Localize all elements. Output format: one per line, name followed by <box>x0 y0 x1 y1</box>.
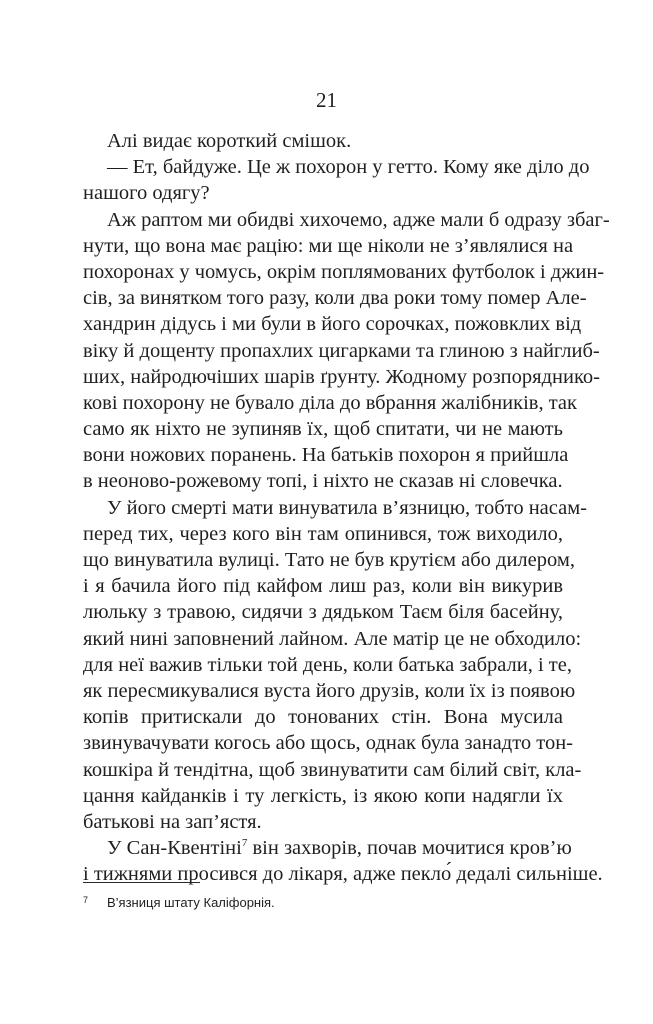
paragraph-4-line-4: і я бачила його під кайфом лиш раз, коли він викурив <box>83 575 563 598</box>
paragraph-4-line-10: звинувачувати когось або щось, однак була занадто тон- <box>83 732 573 755</box>
paragraph-3-line-7: ших, найродючіших шарів ґрунту. Жодному розпоряднико- <box>83 365 600 388</box>
page-number: 21 <box>316 88 337 112</box>
paragraph-5-line-1-end: він захворів, почав мочитися кров’ю <box>247 837 572 860</box>
paragraph-4-line-7: для неї важив тільки той день, коли батька забрали, і те, <box>83 653 572 676</box>
paragraph-3-line-8: кові похорону не бувало діла до вбрання жалібників, так <box>83 391 577 414</box>
paragraph-5-line-1 <box>83 835 572 861</box>
paragraph-5-line-2: і тижнями просився до лікаря, адже пекло́ дедалі сильніше. <box>83 863 603 886</box>
paragraph-3-line-11: в неоново-рожевому топі, і ніхто не сказав ні словечка. <box>83 470 563 493</box>
paragraph-3-line-10: вони ножових поранень. На батьків похорон я прийшла <box>83 444 569 467</box>
paragraph-4-line-8: як пересмикувалися вуста його друзів, коли їх із появою <box>83 679 576 702</box>
paragraph-4-line-5: люльку з травою, сидячи з дядьком Таєм біля басейну, <box>83 601 563 624</box>
paragraph-4-line-2: перед тих, через кого він там опинився, тож виходило, <box>83 522 563 545</box>
paragraph-4-line-6: який нині заповнений лайном. Але матір це не обходило: <box>83 627 582 650</box>
paragraph-3-line-2: нути, що вона має рацію: ми ще ніколи не з’являлися на <box>83 234 574 257</box>
paragraph-5-line-1-start: У Сан-Квентіні <box>107 837 242 860</box>
paragraph-3-line-4: сів, за винятком того разу, коли два роки тому помер Але- <box>83 287 587 310</box>
paragraph-4-line-3: що винуватила вулиці. Тато не був крутієм або дилером, <box>83 549 575 571</box>
paragraph-3-line-3: похоронах у чомусь, окрім поплямованих футболок і джин- <box>83 260 605 283</box>
paragraph-3-line-1: Аж раптом ми обидві хихочемо, адже мали б одразу збаг- <box>107 208 610 231</box>
paragraph-3-line-6: віку й дощенту пропахлих цигарками та глиною з найглиб- <box>83 339 600 362</box>
footnote-text: В’язниця штату Каліфорнія. <box>107 895 275 910</box>
paragraph-4-line-9: копів притискали до тонованих стін. Вона мусила <box>83 706 563 729</box>
footnote-divider <box>83 882 200 883</box>
paragraph-1-line-1: Алі видає короткий смішок. <box>107 130 352 152</box>
paragraph-4-line-13: батькові на зап’ястя. <box>83 810 262 833</box>
body-text <box>83 128 610 887</box>
footnote-reference[interactable]: 7 <box>241 837 248 850</box>
paragraph-4-line-12: цання кайданків і ту легкість, із якою копи надягли їх <box>83 784 563 807</box>
paragraph-2-line-1: — Ет, байдуже. Це ж похорон у гетто. Кому яке діло до <box>107 156 590 179</box>
footnote <box>83 891 563 912</box>
paragraph-3-line-9: само як ніхто не зупиняв їх, щоб спитати, чи не мають <box>83 418 563 441</box>
paragraph-2-line-2: нашого одягу? <box>83 182 210 205</box>
paragraph-3-line-5: хандрин дідусь і ми були в його сорочках, пожовклих від <box>83 313 582 336</box>
paragraph-4-line-11: кошкіра й тендітна, щоб звинуватити сам білий світ, кла- <box>83 758 582 781</box>
paragraph-4-line-1: У його смерті мати винуватила в’язницю, тобто насам- <box>107 496 588 519</box>
footnote-mark: 7 <box>83 895 89 905</box>
